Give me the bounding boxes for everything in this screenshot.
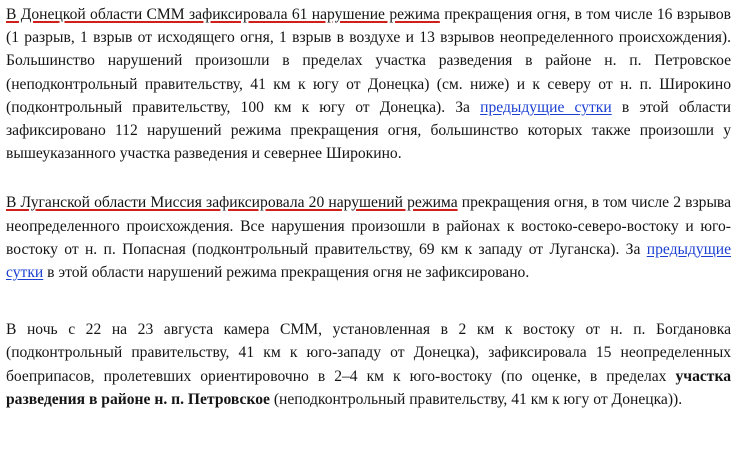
paragraph-donetsk-text-a: прекращения огня, в том числе 16 взрывов (1 разрыв, 1 взрыв от исходящего огня, 1 взрыв в воздухе и 13 взрывов неопределенного происхождения). Большинство нарушений произошли в пределах участка разведения в районе н. п. Петровское (неподконтрольный правительству, 41 км к югу от Донецка) (см. ниже) и к северу от н. п. Широкино (подконтрольный правительству, 100 км к югу от Донецка). За [6,6,731,116]
highlighted-phrase-luhansk: В Луганской области Миссия зафиксировала 20 нарушений режима [6,194,458,212]
paragraph-donetsk-text-b: в этой области зафиксировано 112 нарушений режима прекращения огня, большинство которых также произошли у вышеуказанного участка разведения и севернее Широкино. [6,98,731,163]
paragraph-donetsk [6,3,731,165]
previous-day-link-donetsk[interactable]: предыдущие сутки [480,98,612,116]
document-body [6,3,731,411]
paragraph-luhansk-text-a: прекращения огня, в том числе 2 взрыва неопределенного происхождения. Все нарушения произошли в районах к востоко-северо-востоку и юго-востоку от н. п. Попасная (подконтрольный правительству, 69 км к западу от Луганска). За [6,194,732,258]
highlighted-phrase-donetsk: В Донецкой области СММ зафиксировала 61 нарушение режима [6,6,440,23]
previous-day-link-luhansk[interactable]: предыдущие сутки [6,240,731,282]
paragraph-camera-bold-area: участка разведения в районе н. п. Петровское [6,367,731,408]
paragraph-luhansk-text-b: в этой области нарушений режима прекращения огня не зафиксировано. [43,264,530,282]
paragraph-camera-text-a: В ночь с 22 на 23 августа камера СММ, установленная в 2 км к востоку от н. п. Богдановка (подконтрольный правительству, 41 км к юго-западу от Донецка), зафиксировала 15 неопределенных боеприпасов, пролетевших ориентировочно в 2–4 км к юго-востоку (по оценке, в пределах [6,321,731,385]
paragraph-luhansk [6,191,731,284]
paragraph-camera-report [6,318,731,411]
paragraph-camera-text-b: (неподконтрольный правительству, 41 км к югу от Донецка)). [269,390,683,408]
